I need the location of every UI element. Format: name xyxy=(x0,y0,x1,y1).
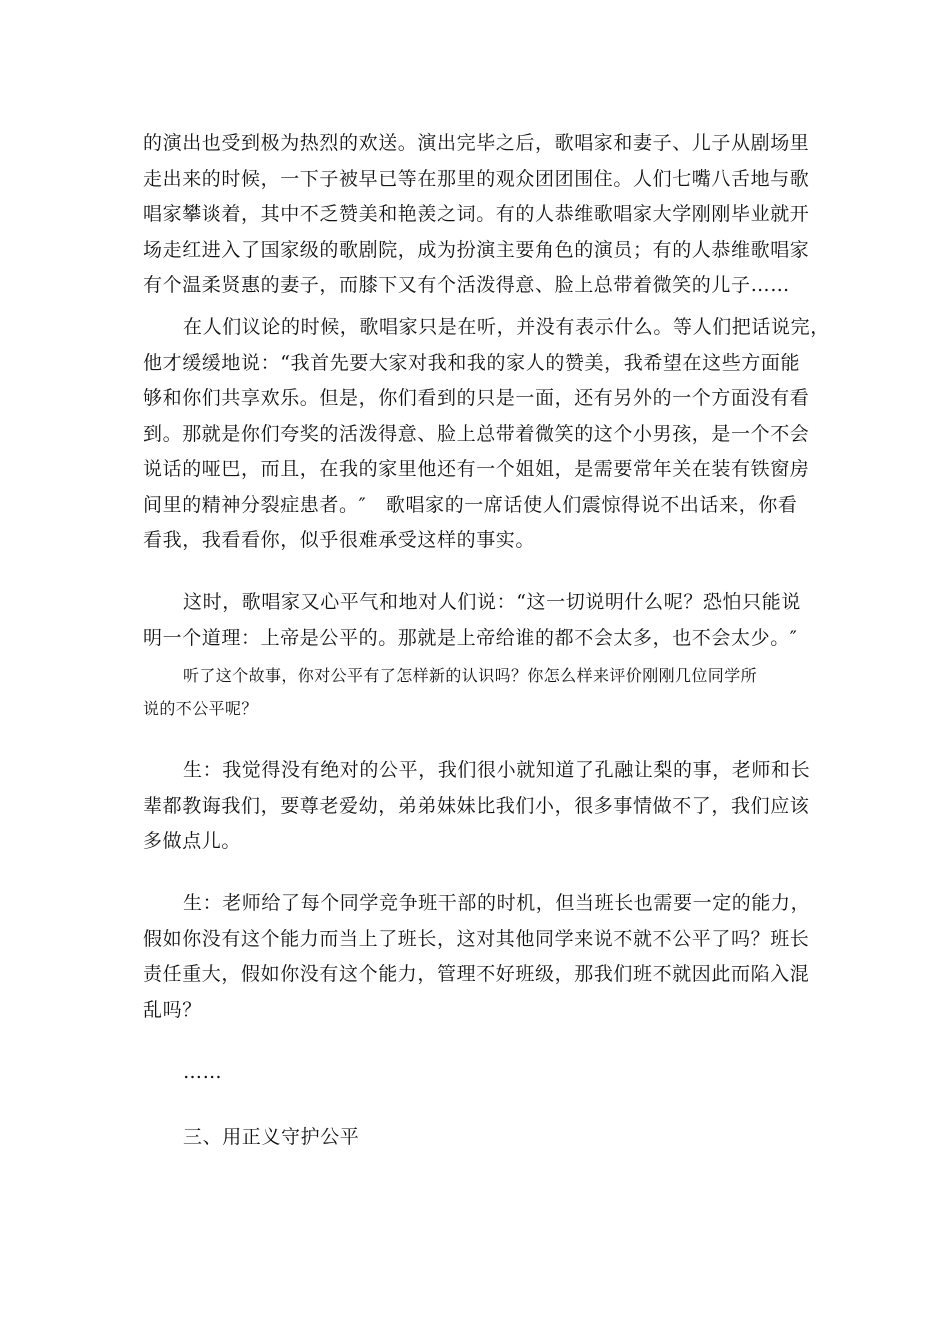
text-line: 责任重大，假如你没有这个能力，管理不好班级，那我们班不就因此而陷入混 xyxy=(143,963,810,985)
text-line: 场走红进入了国家级的歌剧院，成为扮演主要角色的演员；有的人恭维歌唱家 xyxy=(143,238,810,261)
text-line: 听了这个故事，你对公平有了怎样新的认识吗？你怎么样来评价刚刚几位同学所 xyxy=(183,666,758,685)
text-line: 明一个道理：上帝是公平的。那就是上帝给谁的都不会太多，也不会太少。″ xyxy=(143,626,798,649)
text-line: 唱家攀谈着，其中不乏赞美和艳羡之词。有的人恭维歌唱家大学刚刚毕业就开 xyxy=(143,203,810,225)
text-line: 假如你没有这个能力而当上了班长，这对其他同学来说不就不公平了吗？班长 xyxy=(143,927,810,950)
text-line: 乱吗？ xyxy=(143,998,202,1021)
text-line: 有个温柔贤惠的妻子，而膝下又有个活泼得意、脸上总带着微笑的儿子…… xyxy=(143,274,790,296)
text-line: 他才缓缓地说：“我首先要大家对我和我的家人的赞美，我希望在这些方面能 xyxy=(143,351,801,374)
text-line: 看我，我看看你，似乎很难承受这样的事实。 xyxy=(143,529,536,551)
paragraph-question xyxy=(143,659,803,725)
section-heading-text: 三、用正义守护公平 xyxy=(183,1126,360,1148)
text-line: 这时，歌唱家又心平气和地对人们说：“这一切说明什么呢？恐怕只能说 xyxy=(183,591,801,613)
section-heading xyxy=(143,1120,803,1156)
text-line: 够和你们共享欢乐。但是，你们看到的只是一面，还有另外的一个方面没有看 xyxy=(143,387,810,409)
paragraph-story-continued xyxy=(143,126,810,304)
text-line: 走出来的时候，一下子被早已等在那里的观众团团围住。人们七嘴八舌地与歌 xyxy=(143,167,810,190)
text-line: 间里的精神分裂症患者。″ 歌唱家的一席话使人们震惊得说不出话来，你看 xyxy=(143,493,798,516)
text-line: 多做点儿。 xyxy=(143,830,242,852)
paragraph-god-is-fair xyxy=(143,585,803,656)
text-line: 生：我觉得没有绝对的公平，我们很小就知道了孔融让梨的事，老师和长 xyxy=(183,759,811,781)
ellipsis-text: …… xyxy=(183,1061,223,1083)
text-line: 辈都教诲我们，要尊老爱幼，弟弟妹妹比我们小，很多事情做不了，我们应该 xyxy=(143,794,810,817)
ellipsis-paragraph xyxy=(143,1055,803,1091)
text-line: 说话的哑巴，而且，在我的家里他还有一个姐姐，是需要常年关在装有铁窗房 xyxy=(143,458,810,480)
text-line: 在人们议论的时候，歌唱家只是在听，并没有表示什么。等人们把话说完， xyxy=(183,316,830,338)
paragraph-singer-speech xyxy=(143,310,830,559)
text-line: 到。那就是你们夸奖的活泼得意、脸上总带着微笑的这个小男孩，是一个不会 xyxy=(143,422,810,445)
paragraph-student-answer-1 xyxy=(143,753,811,860)
text-line: 生：老师给了每个同学竞争班干部的时机，但当班长也需要一定的能力， xyxy=(183,892,811,914)
text-line: 说的不公平呢？ xyxy=(143,699,258,718)
text-line: 的演出也受到极为热烈的欢送。演出完毕之后，歌唱家和妻子、儿子从剧场里 xyxy=(143,132,810,154)
paragraph-student-answer-2 xyxy=(143,886,811,1028)
